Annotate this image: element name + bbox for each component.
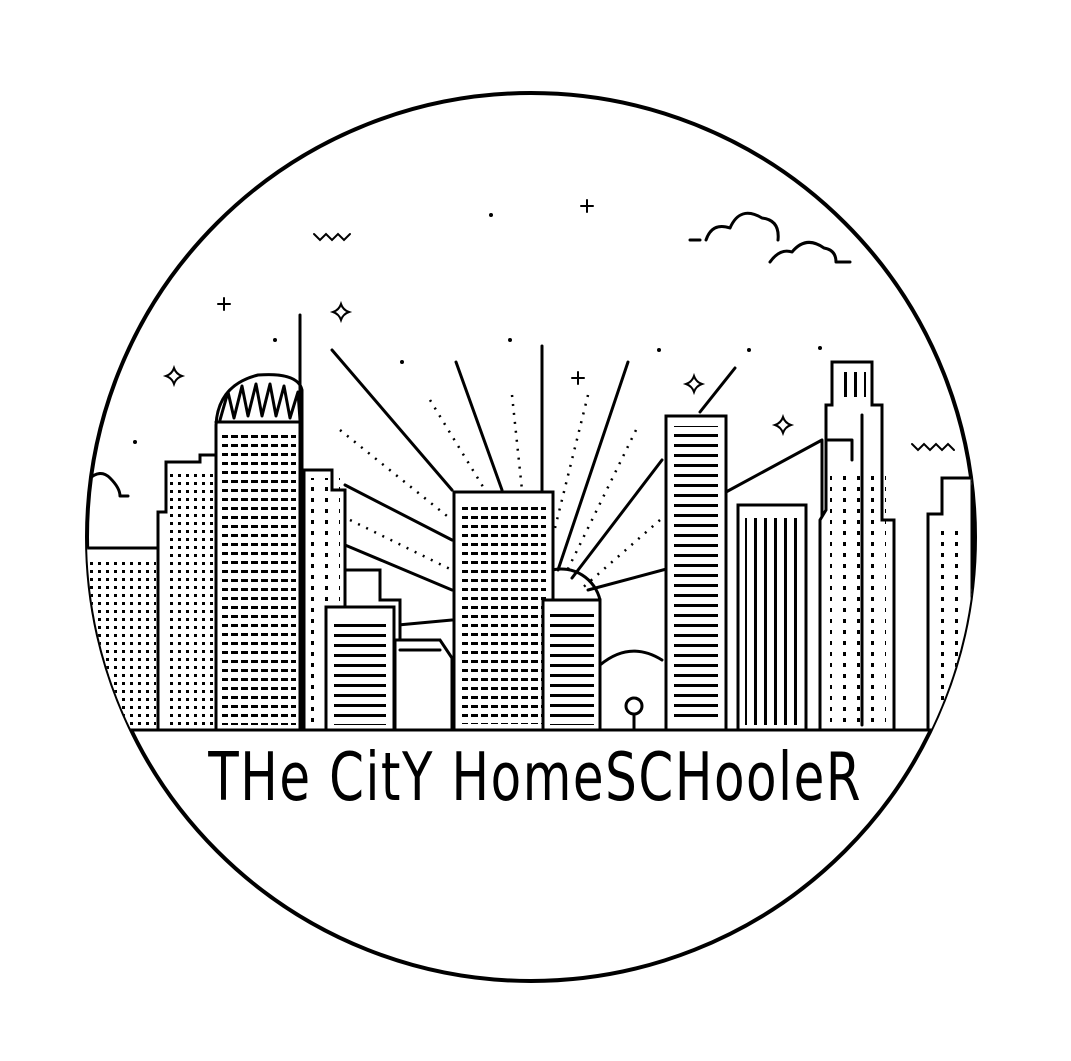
building-center-right (543, 600, 600, 730)
building-striped-tower (666, 368, 735, 730)
tree-icon (626, 698, 642, 730)
building-vertical-stripes (738, 505, 806, 730)
plus-star-icon (218, 200, 593, 384)
logo-title-container (0, 728, 1071, 828)
building-crown-tower (216, 375, 302, 730)
building-far-right (928, 478, 972, 730)
building-tall-right (820, 362, 894, 730)
building-far-left (80, 548, 162, 730)
building-center (454, 492, 553, 730)
building-low-mid (395, 640, 452, 730)
hill (600, 651, 662, 665)
logo-title: THe CitY HomeSCHooleR (208, 739, 863, 817)
